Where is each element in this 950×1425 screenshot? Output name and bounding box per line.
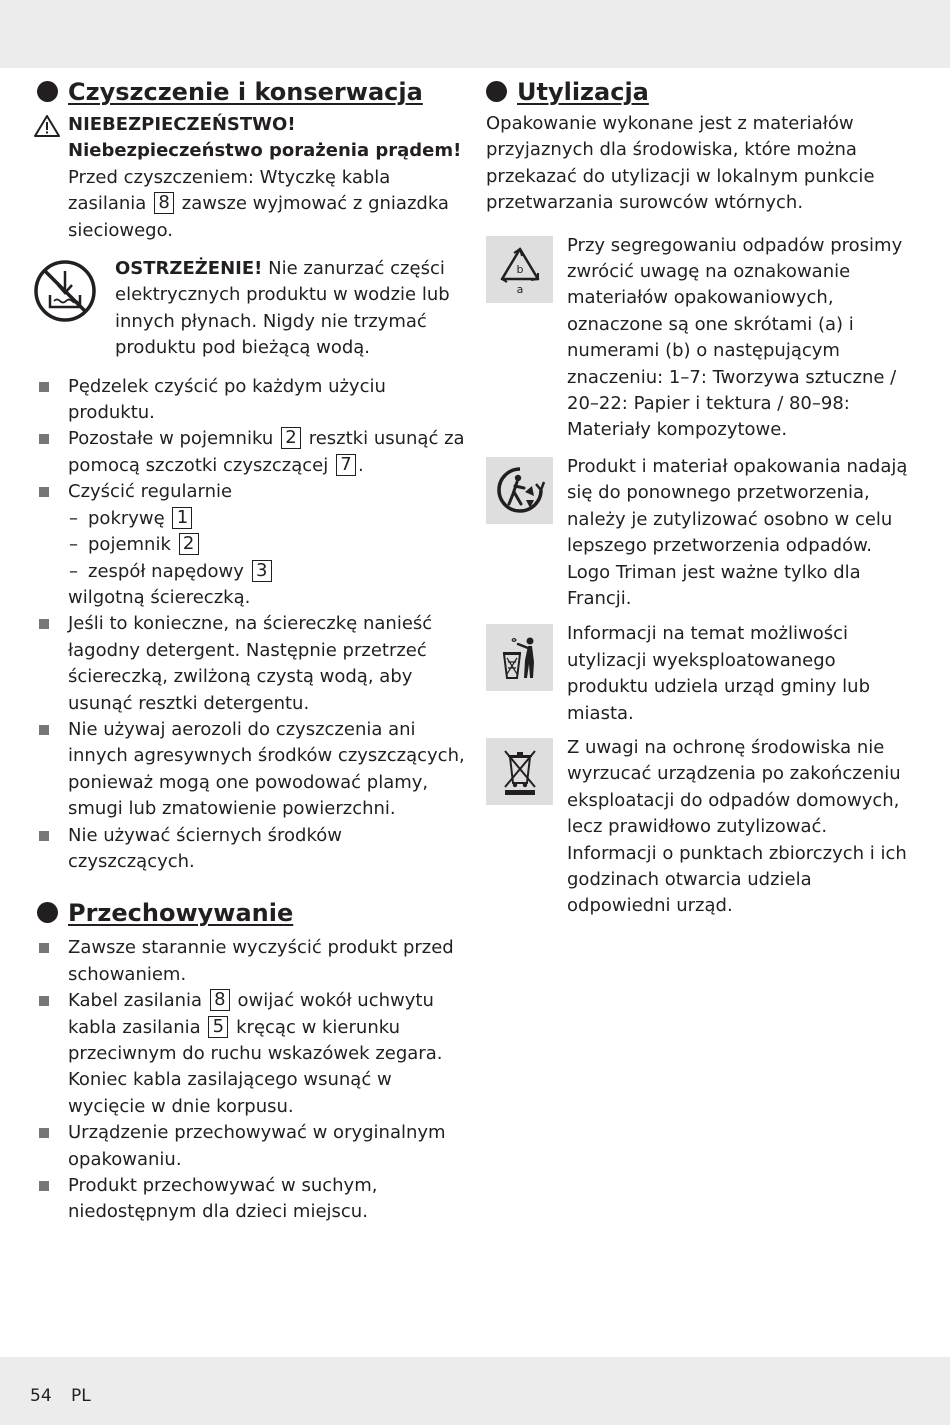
storage-bullet-2b: owijać wokół uchwytu kabla zasilania	[68, 990, 434, 1038]
square-bullet-icon	[39, 1128, 49, 1138]
cleaning-bullet-2a: Pozostałe w pojemniku	[68, 428, 274, 450]
recycling-code-row	[486, 233, 914, 444]
sub-item-container	[68, 532, 465, 558]
danger-label: NIEBEZPIECZEŃSTWO!	[68, 114, 296, 135]
recycling-label-b: b	[516, 263, 523, 277]
triman-text: Produkt i materiał opakowania nadają się do ponownego przetworzenia, należy je zutylizować osobno w celu lepszego przetworzenia odpadów. Logo Triman jest ważne tylko dla Francji.	[567, 455, 908, 609]
no-water-immersion-icon	[33, 259, 97, 323]
list-item	[37, 717, 465, 823]
list-item	[37, 374, 465, 427]
storage-bullet-2c: kręcąc w kierunku przeciwnym do ruchu wskazówek zegara. Koniec kabla zasilającego wsunąć w wycięcie w dnie korpusu.	[68, 1016, 443, 1117]
cleaning-bullet-4: Jeśli to konieczne, na ściereczkę nanieść łagodny detergent. Następnie przetrzeć ściereczką, zwilżoną czystą wodą, aby usunąć resztki detergentu.	[68, 613, 433, 714]
header-band	[0, 0, 950, 68]
disposal-intro: Opakowanie wykonane jest z materiałów przyjaznych dla środowiska, które można przekazać do utylizacji w lokalnym punkcie przetwarzania surowców wtórnych.	[486, 113, 875, 214]
square-bullet-icon	[39, 487, 49, 497]
caution-text: Nie zanurzać części elektrycznych produktu w wodzie lub innych płynach. Nigdy nie trzymać produktu pod bieżącą wodą.	[115, 258, 450, 359]
storage-bullet-3: Urządzenie przechowywać w oryginalnym opakowaniu.	[68, 1122, 446, 1170]
part-ref-8: 8	[154, 192, 174, 214]
dash-bullet: –	[69, 560, 78, 582]
list-item	[37, 611, 465, 717]
storage-bullet-1: Zawsze starannie wyczyścić produkt przed schowaniem.	[68, 937, 454, 985]
list-item	[37, 1120, 465, 1173]
dash-bullet: –	[69, 507, 78, 529]
cleaning-heading	[37, 76, 465, 108]
caution-label: OSTRZEŻENIE!	[115, 258, 263, 280]
recycling-label-a: a	[516, 283, 523, 296]
square-bullet-icon	[39, 943, 49, 953]
sub-item-drive-unit	[68, 559, 465, 585]
cleaning-bullet-3-intro: Czyścić regularnie	[68, 481, 233, 503]
cleaning-bullet-6: Nie używać ściernych środków czyszczących.	[68, 824, 342, 872]
disposal-heading-text: Utylizacja	[517, 78, 649, 106]
storage-heading	[37, 897, 465, 929]
litter-bin-row	[486, 621, 914, 727]
list-item	[37, 823, 465, 876]
part-ref-3: 3	[252, 560, 272, 582]
cleaning-heading-text: Czyszczenie i konserwacja	[68, 78, 423, 106]
triman-logo-icon	[494, 464, 546, 516]
sub-item-text: zespół napędowy	[88, 560, 244, 582]
cleaning-bullet-3-outro: wilgotną ściereczką.	[68, 586, 251, 608]
square-bullet-icon	[39, 831, 49, 841]
weee-text: Z uwagi na ochronę środowiska nie wyrzucać urządzenia po zakończeniu eksploatacji do odpadów domowych, lecz prawidłowo zutylizować. Informacji o punktach zbiorczych i ich godzinach otwarcia udziela odpowiedni urząd.	[567, 736, 907, 917]
caution-warning	[37, 256, 465, 362]
storage-bullet-2a: Kabel zasilania	[68, 990, 203, 1012]
square-bullet-icon	[39, 619, 49, 629]
danger-bold-text: Niebezpieczeństwo porażenia prądem!	[68, 140, 462, 162]
part-ref-8: 8	[210, 989, 230, 1011]
danger-text-a: Przed czyszczeniem: Wtyczkę kabla zasilania	[68, 166, 391, 215]
part-ref-7: 7	[336, 454, 356, 476]
weee-icon-box	[486, 738, 553, 805]
cleaning-bullet-2c: .	[357, 454, 364, 476]
storage-list	[37, 935, 465, 1225]
list-item	[37, 935, 465, 988]
list-item	[37, 479, 465, 611]
warning-triangle-icon	[34, 115, 60, 137]
person-litter-bin-icon	[494, 632, 546, 684]
litter-bin-icon-box	[486, 624, 553, 691]
part-ref-2: 2	[179, 533, 199, 555]
dash-bullet: –	[69, 534, 78, 556]
sub-item-text: pokrywę	[88, 507, 165, 529]
storage-heading-text: Przechowywanie	[68, 899, 294, 928]
right-column	[486, 76, 914, 920]
list-item	[37, 426, 465, 479]
triman-icon-box	[486, 457, 553, 524]
square-bullet-icon	[39, 434, 49, 444]
list-item	[37, 1173, 465, 1226]
square-bullet-icon	[39, 725, 49, 735]
recycling-text: Przy segregowaniu odpadów prosimy zwrócić uwagę na oznakowanie materiałów opakowaniowych, oznaczone są one skrótami (a) i numerami (b) o następującym znaczeniu: 1–7: Tworzywa sztuczne / 20–22: Papier i tektura / 80–98: Materiały kompozytowe.	[567, 234, 903, 441]
cleaning-bullet-2b: resztki usunąć za pomocą szczotki czyszczącej	[68, 428, 465, 476]
danger-text-b: zawsze wyjmować z gniazdka sieciowego.	[68, 193, 449, 241]
part-ref-2: 2	[281, 427, 301, 449]
disposal-heading	[486, 76, 914, 108]
part-ref-5: 5	[208, 1016, 228, 1038]
sub-item-lid	[68, 506, 465, 532]
list-item	[37, 988, 465, 1120]
page-number: 54	[30, 1386, 52, 1406]
storage-bullet-4: Produkt przechowywać w suchym, niedostępnym dla dzieci miejscu.	[68, 1175, 378, 1223]
danger-warning	[37, 112, 465, 244]
weee-row	[486, 735, 914, 920]
crossed-wheelie-bin-icon	[494, 745, 546, 797]
cleaning-bullet-5: Nie używaj aerozoli do czyszczenia ani innych agresywnych środków czyszczących, ponieważ mogą one powodować plamy, smugi lub zmatowienie powierzchni.	[68, 718, 465, 820]
part-ref-1: 1	[172, 507, 192, 529]
footer-band	[0, 1357, 950, 1425]
cleaning-bullet-1: Pędzelek czyścić po każdym użyciu produktu.	[68, 375, 386, 424]
cleaning-list	[37, 374, 465, 876]
sub-item-text: pojemnik	[88, 534, 171, 556]
triman-row	[486, 454, 914, 612]
square-bullet-icon	[39, 382, 49, 392]
language-code: PL	[71, 1386, 91, 1406]
filled-circle-icon	[486, 81, 507, 102]
left-column	[37, 76, 465, 1226]
filled-circle-icon	[37, 81, 58, 102]
recycling-icon-box	[486, 236, 553, 303]
recycling-triangle-icon	[494, 243, 546, 295]
square-bullet-icon	[39, 996, 49, 1006]
litter-bin-text: Informacji na temat możliwości utylizacji wyeksploatowanego produktu udziela urząd gminy lub miasta.	[567, 623, 871, 724]
filled-circle-icon	[37, 902, 58, 923]
square-bullet-icon	[39, 1181, 49, 1191]
